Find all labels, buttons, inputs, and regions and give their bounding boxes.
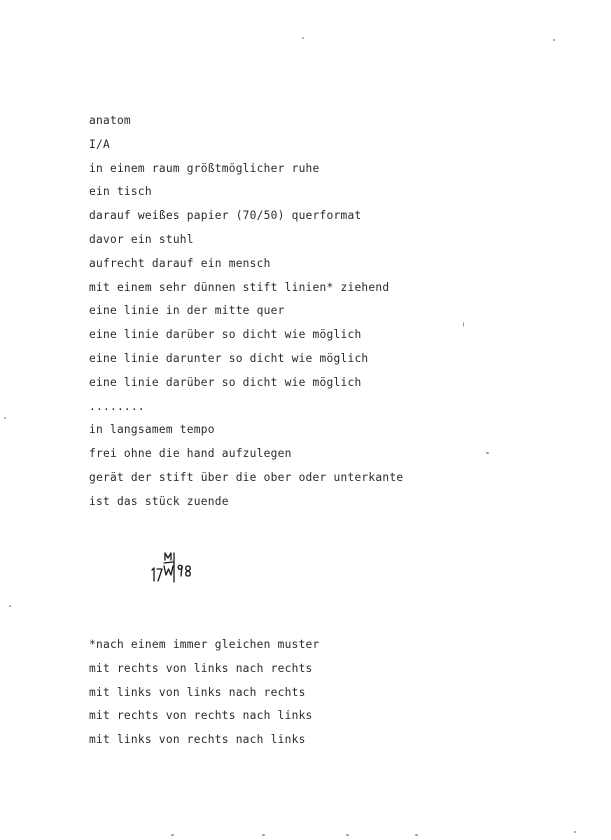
poem-title: anatom — [89, 114, 131, 127]
footnote-text — [89, 637, 320, 756]
scan-speck — [463, 322, 464, 327]
scan-speck — [486, 452, 489, 454]
poem-line: eine linie in der mitte quer — [89, 304, 285, 318]
footnote-line: mit links von rechts nach links — [89, 733, 306, 747]
footnote-line: mit rechts von links nach rechts — [89, 661, 313, 675]
handwritten-signature — [150, 548, 200, 590]
footnote-line: mit links von links nach rechts — [89, 685, 306, 699]
poem-line: eine linie darüber so dicht wie möglich — [89, 328, 362, 342]
scan-speck — [553, 39, 555, 41]
scan-speck — [346, 834, 349, 836]
poem-text — [89, 113, 403, 518]
poem-line: in langsamem tempo — [89, 423, 215, 437]
poem-line: gerät der stift über die ober oder unterkante — [89, 470, 404, 484]
poem-line: darauf weißes papier (70/50) querformat — [89, 209, 362, 223]
poem-line: frei ohne die hand aufzulegen — [89, 447, 292, 461]
scan-speck — [9, 605, 11, 607]
poem-line: mit einem sehr dünnen stift linien* ziehend — [89, 280, 390, 294]
footnote-line: mit rechts von rechts nach links — [89, 709, 313, 723]
poem-line: eine linie darunter so dicht wie möglich — [89, 351, 369, 365]
scan-speck — [415, 834, 418, 836]
scan-speck — [171, 834, 174, 836]
poem-line: ein tisch — [89, 185, 152, 199]
footnote-line: *nach einem immer gleichen muster — [89, 638, 320, 651]
poem-line: ist das stück zuende — [89, 494, 229, 508]
poem-subtitle: I/A — [89, 137, 110, 151]
poem-line: aufrecht darauf ein mensch — [89, 256, 271, 270]
poem-ellipsis: ........ — [89, 399, 145, 413]
poem-line: eine linie darüber so dicht wie möglich — [89, 375, 362, 389]
scan-speck — [302, 37, 304, 39]
scan-speck — [574, 831, 576, 833]
poem-line: in einem raum größtmöglicher ruhe — [89, 161, 320, 175]
poem-line: davor ein stuhl — [89, 232, 194, 246]
scan-speck — [262, 834, 265, 836]
scan-speck — [4, 417, 6, 419]
